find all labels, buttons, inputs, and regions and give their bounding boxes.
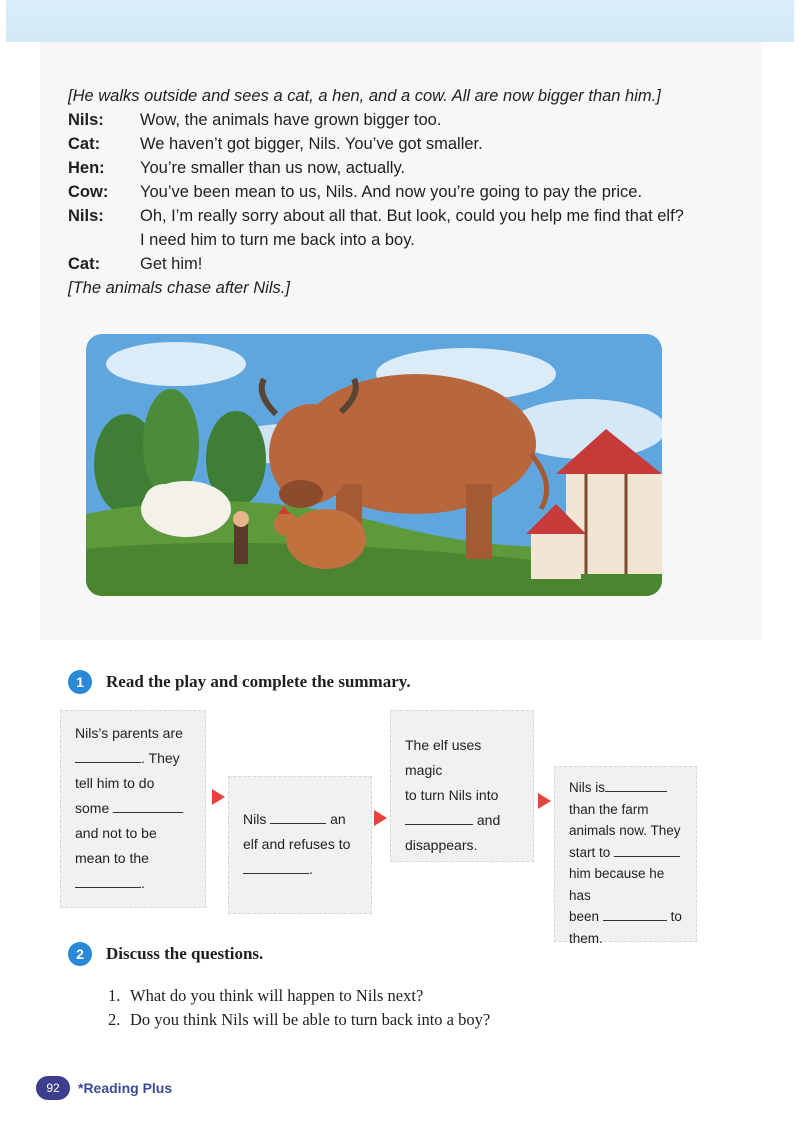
answer-blank[interactable] [270, 809, 326, 824]
summary-text: disappears. [405, 837, 478, 853]
summary-text: . They [141, 750, 180, 766]
summary-text: animals now. They [569, 823, 681, 838]
summary-text [569, 842, 682, 864]
farm-scene-image [86, 334, 662, 596]
dialogue-line [68, 156, 718, 180]
answer-blank[interactable] [243, 859, 309, 874]
summary-text: Nils [243, 811, 267, 827]
summary-text: him because he has [569, 866, 665, 903]
discussion-questions [108, 984, 490, 1032]
activity-2-heading [68, 942, 263, 966]
flow-arrow [374, 810, 387, 826]
summary-text: to turn Nils into [405, 787, 499, 803]
summary-text: and [476, 812, 501, 828]
dialogue-line [68, 252, 718, 276]
question-text: Do you think Nils will be able to turn back into a boy? [130, 1010, 491, 1029]
summary-text: . [309, 861, 313, 877]
summary-text: an [330, 811, 346, 827]
summary-text: start to [569, 844, 611, 860]
dialogue-line [68, 228, 718, 252]
summary-text: than the farm [569, 801, 649, 817]
speech: I need him to turn me back into a boy. [140, 231, 415, 249]
summary-text: some [75, 800, 110, 816]
speaker: Cow: [68, 183, 109, 201]
question-item [108, 1008, 490, 1032]
speaker: Nils: [68, 207, 104, 225]
stage-direction-close: [The animals chase after Nils.] [68, 279, 290, 297]
answer-blank[interactable] [603, 906, 667, 921]
speech: You’re smaller than us now, actually. [140, 159, 406, 177]
summary-text: Nils is [569, 780, 605, 795]
activity-title: Discuss the questions. [106, 944, 264, 963]
question-text: What do you think will happen to Nils next? [130, 986, 424, 1005]
activity-title: Read the play and complete the summary. [106, 672, 411, 691]
story-illustration [86, 334, 662, 596]
speech: You’ve been mean to us, Nils. And now you’re going to pay the price. [140, 183, 643, 201]
answer-blank[interactable] [75, 748, 141, 763]
speech: Wow, the animals have grown bigger too. [140, 111, 442, 129]
activity-number-badge: 1 [68, 670, 92, 694]
summary-box-1 [60, 710, 206, 908]
speaker: Hen: [68, 159, 105, 177]
summary-text: to [670, 909, 682, 924]
summary-text: and not to be [75, 825, 157, 841]
answer-blank[interactable] [405, 810, 473, 825]
question-item [108, 984, 490, 1008]
summary-box-3 [390, 710, 534, 862]
summary-text: mean to the [75, 850, 149, 866]
summary-box-2 [228, 776, 372, 914]
summary-text: . [141, 875, 145, 891]
speaker: Cat: [68, 255, 101, 273]
summary-text [405, 808, 519, 833]
speech: Oh, I’m really sorry about all that. But look, could you help me find that elf? [140, 207, 684, 225]
answer-blank[interactable] [605, 777, 667, 792]
dialogue-line [68, 132, 718, 156]
top-band [6, 0, 794, 42]
answer-blank[interactable] [113, 798, 183, 813]
stage-direction-open: [He walks outside and sees a cat, a hen, and a cow. All are now bigger than him.] [68, 87, 661, 105]
dialogue-line [68, 204, 718, 228]
summary-text: tell him to do [75, 775, 155, 791]
summary-text: Nils’s parents are [75, 725, 183, 741]
summary-text [75, 796, 191, 821]
play-text [68, 84, 718, 300]
page-number: 92 [36, 1076, 70, 1100]
summary-text: been [569, 909, 600, 924]
flow-arrow [538, 793, 551, 809]
section-title: *Reading Plus [78, 1080, 173, 1096]
summary-text [75, 871, 191, 896]
summary-text [243, 807, 357, 832]
activity-1-heading [68, 670, 411, 694]
answer-blank[interactable] [75, 873, 141, 888]
question-number: 2. [108, 1010, 121, 1029]
answer-blank[interactable] [614, 842, 680, 857]
summary-text [569, 777, 682, 799]
summary-text [75, 746, 191, 771]
speaker [68, 228, 140, 252]
summary-text: The elf uses magic [405, 737, 482, 778]
speech: We haven’t got bigger, Nils. You’ve got smaller. [140, 135, 483, 153]
flow-arrow [212, 789, 225, 805]
activity-number-badge: 2 [68, 942, 92, 966]
summary-text: them. [569, 930, 603, 946]
summary-text [569, 906, 682, 928]
summary-text: elf and refuses to [243, 836, 351, 852]
dialogue-line [68, 108, 718, 132]
speaker: Cat: [68, 135, 101, 153]
speech: Get him! [140, 255, 203, 273]
speaker: Nils: [68, 111, 104, 129]
question-number: 1. [108, 986, 121, 1005]
dialogue-line [68, 180, 718, 204]
summary-text [243, 857, 357, 882]
summary-box-4 [554, 766, 697, 946]
